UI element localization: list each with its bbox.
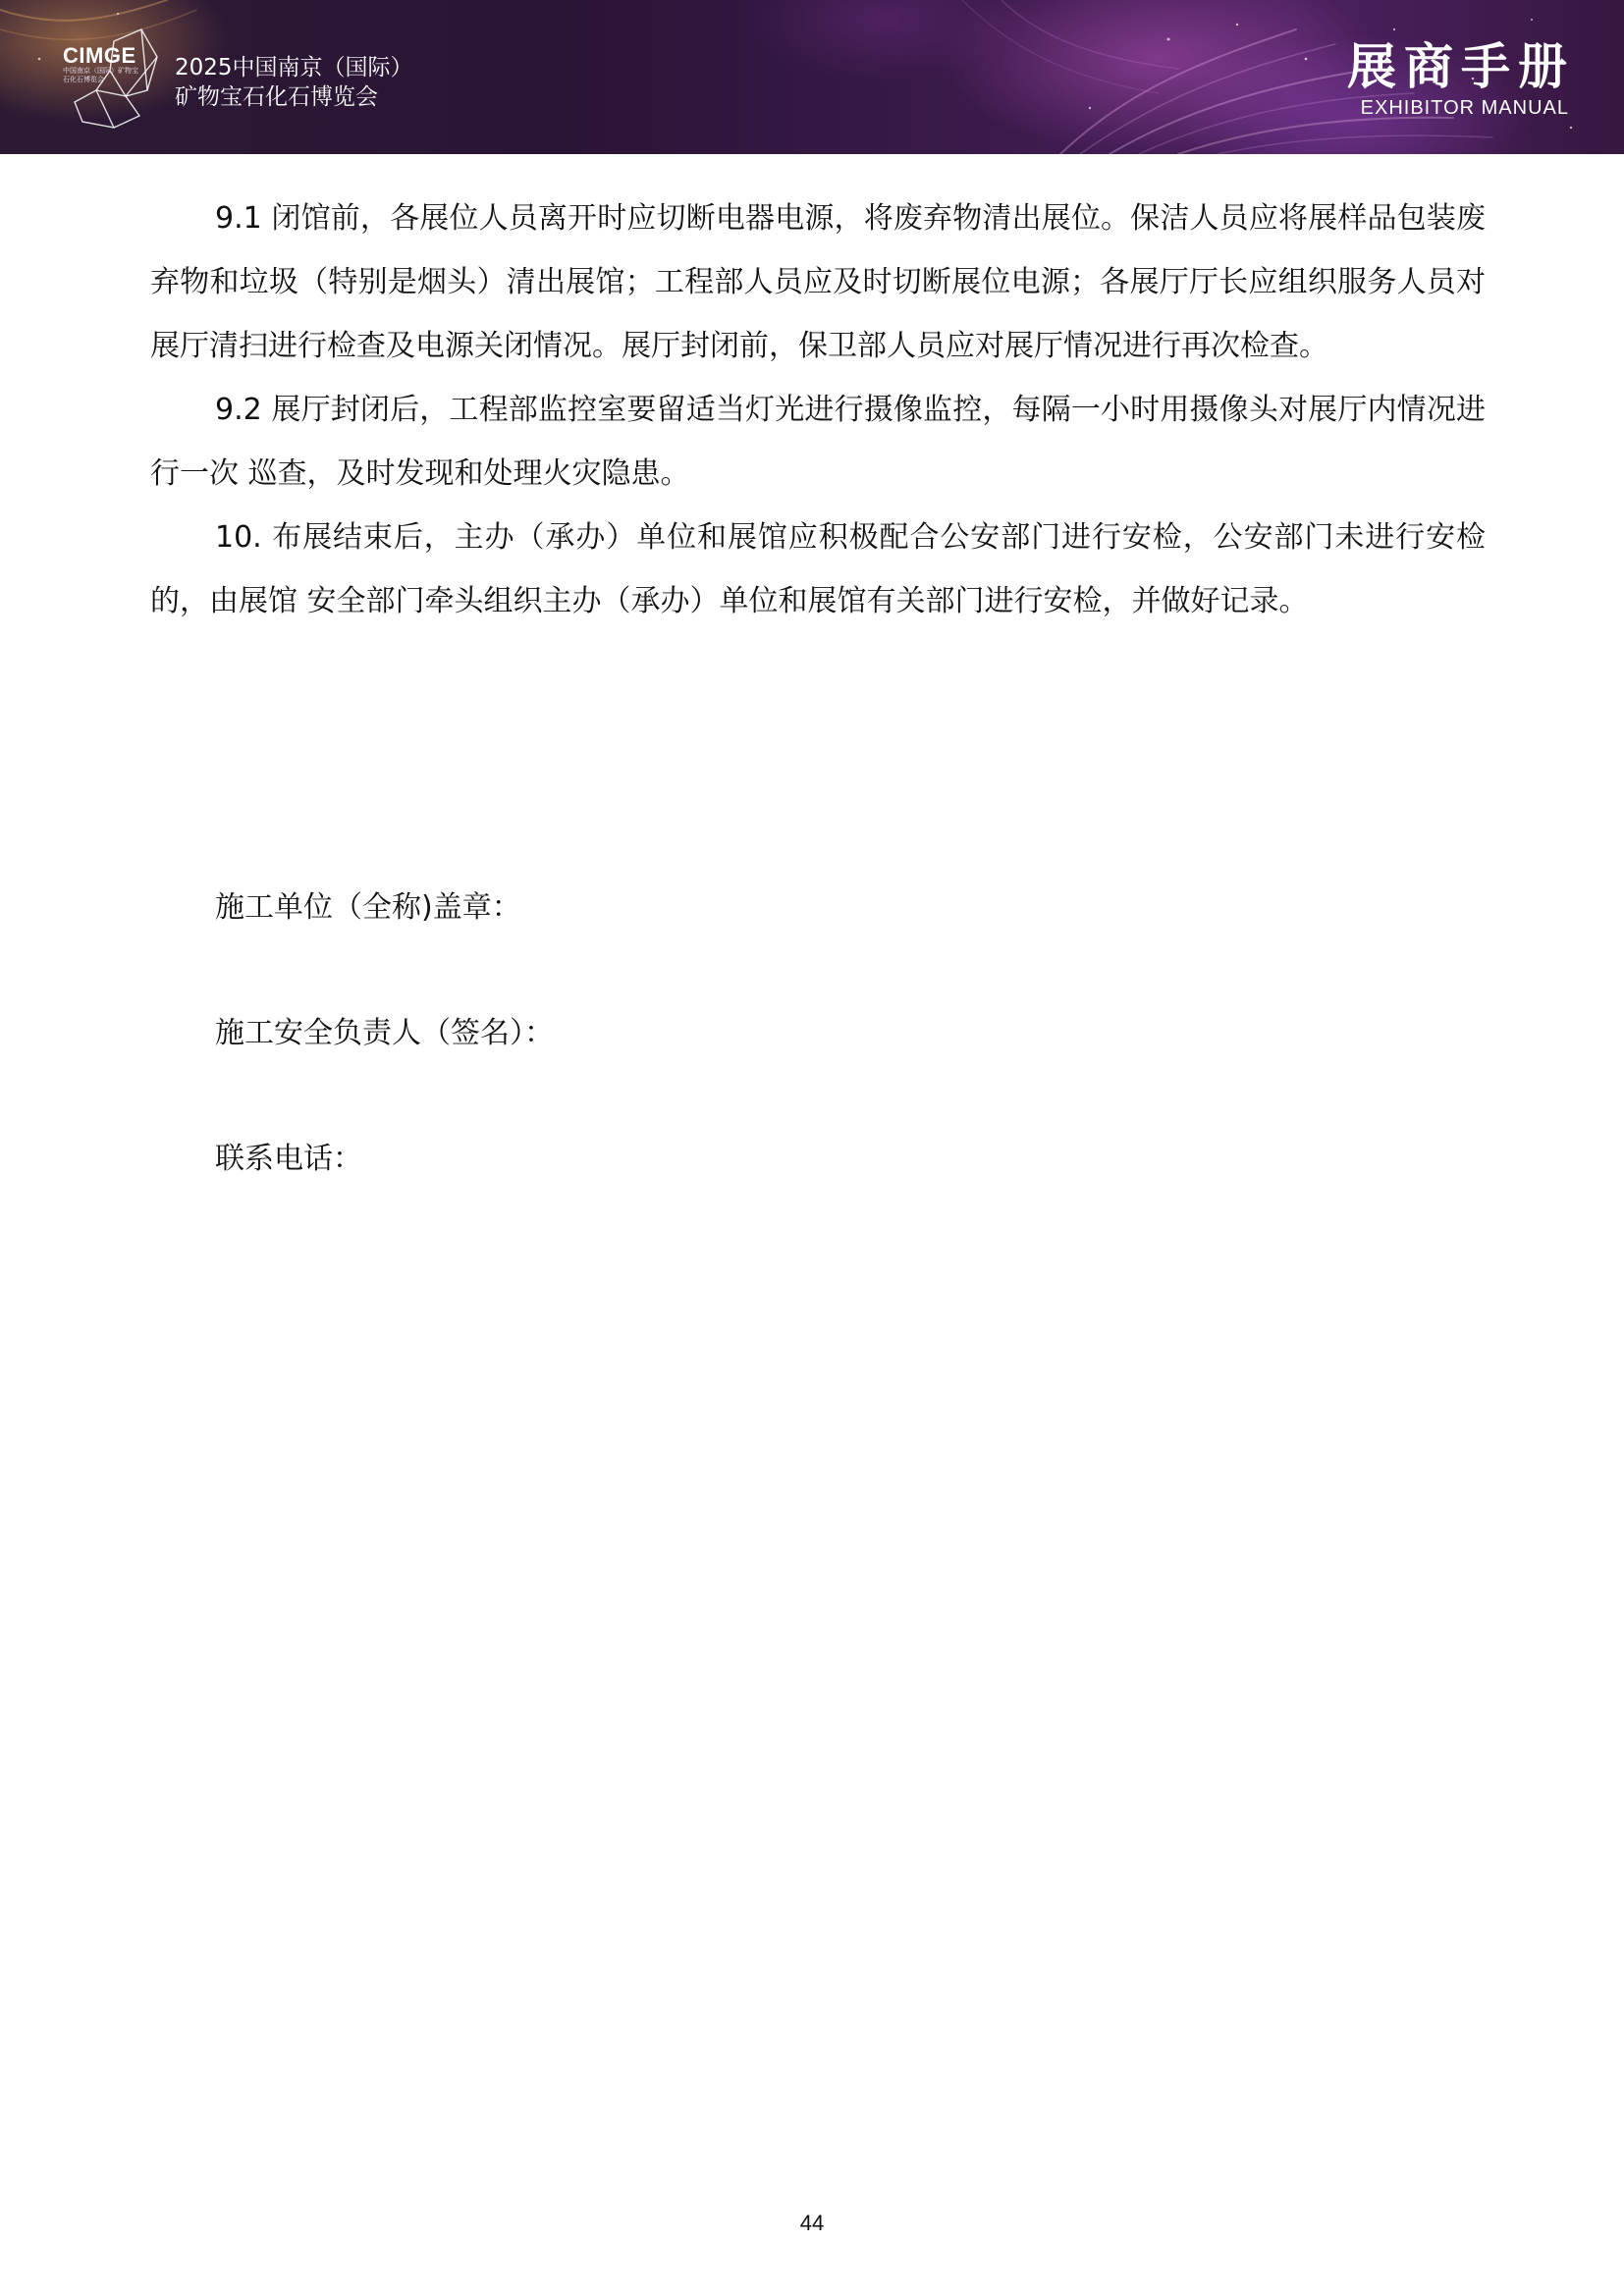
unit-stamp-field: 施工单位（全称)盖章：: [215, 890, 521, 925]
safety-officer-field: 施工安全负责人（签名）：: [215, 1016, 554, 1050]
manual-title-cn: 展商手册: [1347, 38, 1575, 95]
paragraph-9-2: 9.2 展厅封闭后，工程部监控室要留适当灯光进行摄像监控，每隔一小时用摄像头对展厅内情况进行一次 巡查，及时发现和处理火灾隐患。: [150, 393, 1486, 491]
expo-title-line1: 2025中国南京（国际）: [175, 55, 413, 80]
signature-block: [215, 888, 554, 1265]
manual-title-en: EXHIBITOR MANUAL: [1360, 97, 1569, 119]
phone-field: 联系电话：: [215, 1142, 362, 1176]
document-body: [150, 187, 1486, 633]
header-banner: [0, 0, 1624, 154]
logo-subtitle: 中国南京（国际）矿物宝石化石博览会: [63, 68, 138, 83]
expo-title-line2: 矿物宝石化石博览会: [175, 84, 378, 110]
expo-title: [175, 53, 413, 112]
manual-title: [1347, 38, 1575, 120]
paragraph-9-1: 9.1 闭馆前，各展位人员离开时应切断电器电源，将废弃物清出展位。保洁人员应将展样品包装废弃物和垃圾（特别是烟头）清出展馆；工程部人员应及时切断展位电源；各展厅厅长应组织服务人员对展厅清扫进行检查及电源关闭情况。展厅封闭前，保卫部人员应对展厅情况进行再次检查。: [150, 201, 1486, 363]
logo-brand: CIMGE: [63, 43, 136, 68]
page-number: 44: [799, 2211, 825, 2235]
paragraph-10: 10. 布展结束后，主办（承办）单位和展馆应积极配合公安部门进行安检，公安部门未进行安检的，由展馆 安全部门牵头组织主办（承办）单位和展馆有关部门进行安检，并做好记录。: [150, 520, 1486, 618]
